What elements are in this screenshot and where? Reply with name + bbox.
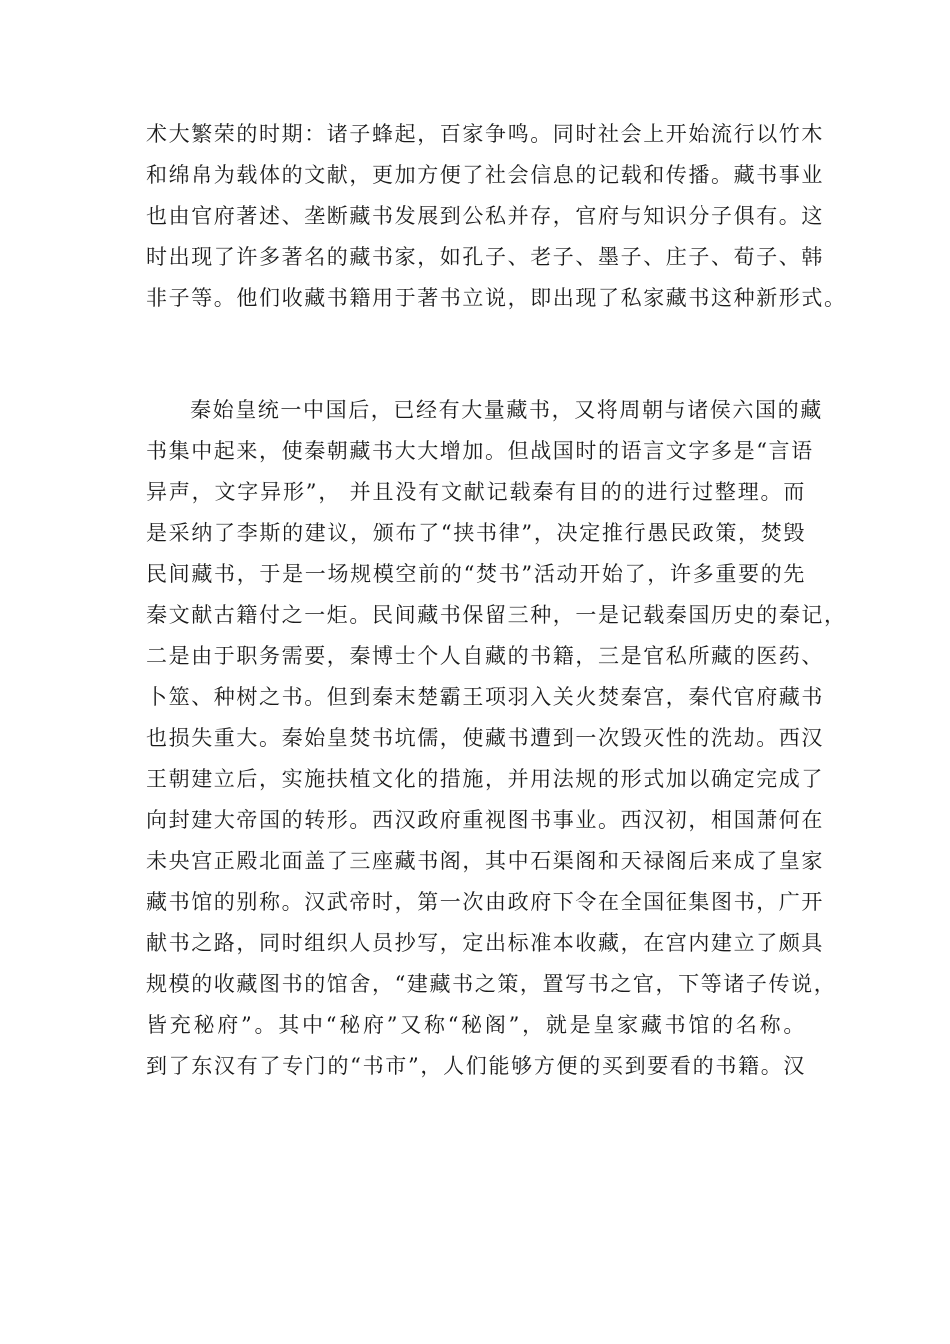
text-line: 非子等。他们收藏书籍用于著书立说，即出现了私家藏书这种新形式。 <box>146 286 847 310</box>
text-line: 也由官府著述、垄断藏书发展到公私并存，官府与知识分子俱有。这 <box>146 204 824 228</box>
text-line: 是采纳了李斯的建议，颁布了“挟书律”，决定推行愚民政策，焚毁 <box>146 521 806 545</box>
text-line: 王朝建立后，实施扶植文化的措施，并用法规的形式加以确定完成了 <box>146 767 824 791</box>
text-line: 献书之路，同时组织人员抄写，定出标准本收藏，在宫内建立了颇具 <box>146 931 824 955</box>
text-line: 到了东汉有了专门的“书市”，人们能够方便的买到要看的书籍。汉 <box>146 1054 806 1078</box>
text-line: 异声，文字异形”， 并且没有文献记载秦有目的的进行过整理。而 <box>146 480 806 504</box>
paragraph-2 <box>146 390 847 1087</box>
text-line: 术大繁荣的时期：诸子蜂起，百家争鸣。同时社会上开始流行以竹木 <box>146 122 824 146</box>
text-line: 也损失重大。秦始皇焚书坑儒，使藏书遭到一次毁灭性的洗劫。西汉 <box>146 726 824 750</box>
text-line: 秦文献古籍付之一炬。民间藏书保留三种，一是记载秦国历史的秦记， <box>146 603 847 627</box>
text-line: 书集中起来，使秦朝藏书大大增加。但战国时的语言文字多是“言语 <box>146 439 814 463</box>
text-line: 向封建大帝国的转形。西汉政府重视图书事业。西汉初，相国萧何在 <box>146 808 824 832</box>
paragraph-1 <box>146 114 847 319</box>
text-line: 规模的收藏图书的馆舍，“建藏书之策，置写书之官，下等诸子传说， <box>146 972 837 996</box>
text-line: 卜筮、种树之书。但到秦末楚霸王项羽入关火焚秦宫，秦代官府藏书 <box>146 685 824 709</box>
text-line: 皆充秘府”。其中“秘府”又称“秘阁”，就是皇家藏书馆的名称。 <box>146 1013 806 1037</box>
text-line: 秦始皇统一中国后，已经有大量藏书，又将周朝与诸侯六国的藏 <box>190 398 823 422</box>
text-line: 民间藏书，于是一场规模空前的“焚书”活动开始了，许多重要的先 <box>146 562 806 586</box>
text-line: 未央宫正殿北面盖了三座藏书阁，其中石渠阁和天禄阁后来成了皇家 <box>146 849 824 873</box>
text-line: 时出现了许多著名的藏书家，如孔子、老子、墨子、庄子、荀子、韩 <box>146 245 824 269</box>
text-line: 藏书馆的别称。汉武帝时，第一次由政府下令在全国征集图书，广开 <box>146 890 824 914</box>
text-line: 二是由于职务需要，秦博士个人自藏的书籍，三是官私所藏的医药、 <box>146 644 824 668</box>
text-line: 和绵帛为载体的文献，更加方便了社会信息的记载和传播。藏书事业 <box>146 163 824 187</box>
